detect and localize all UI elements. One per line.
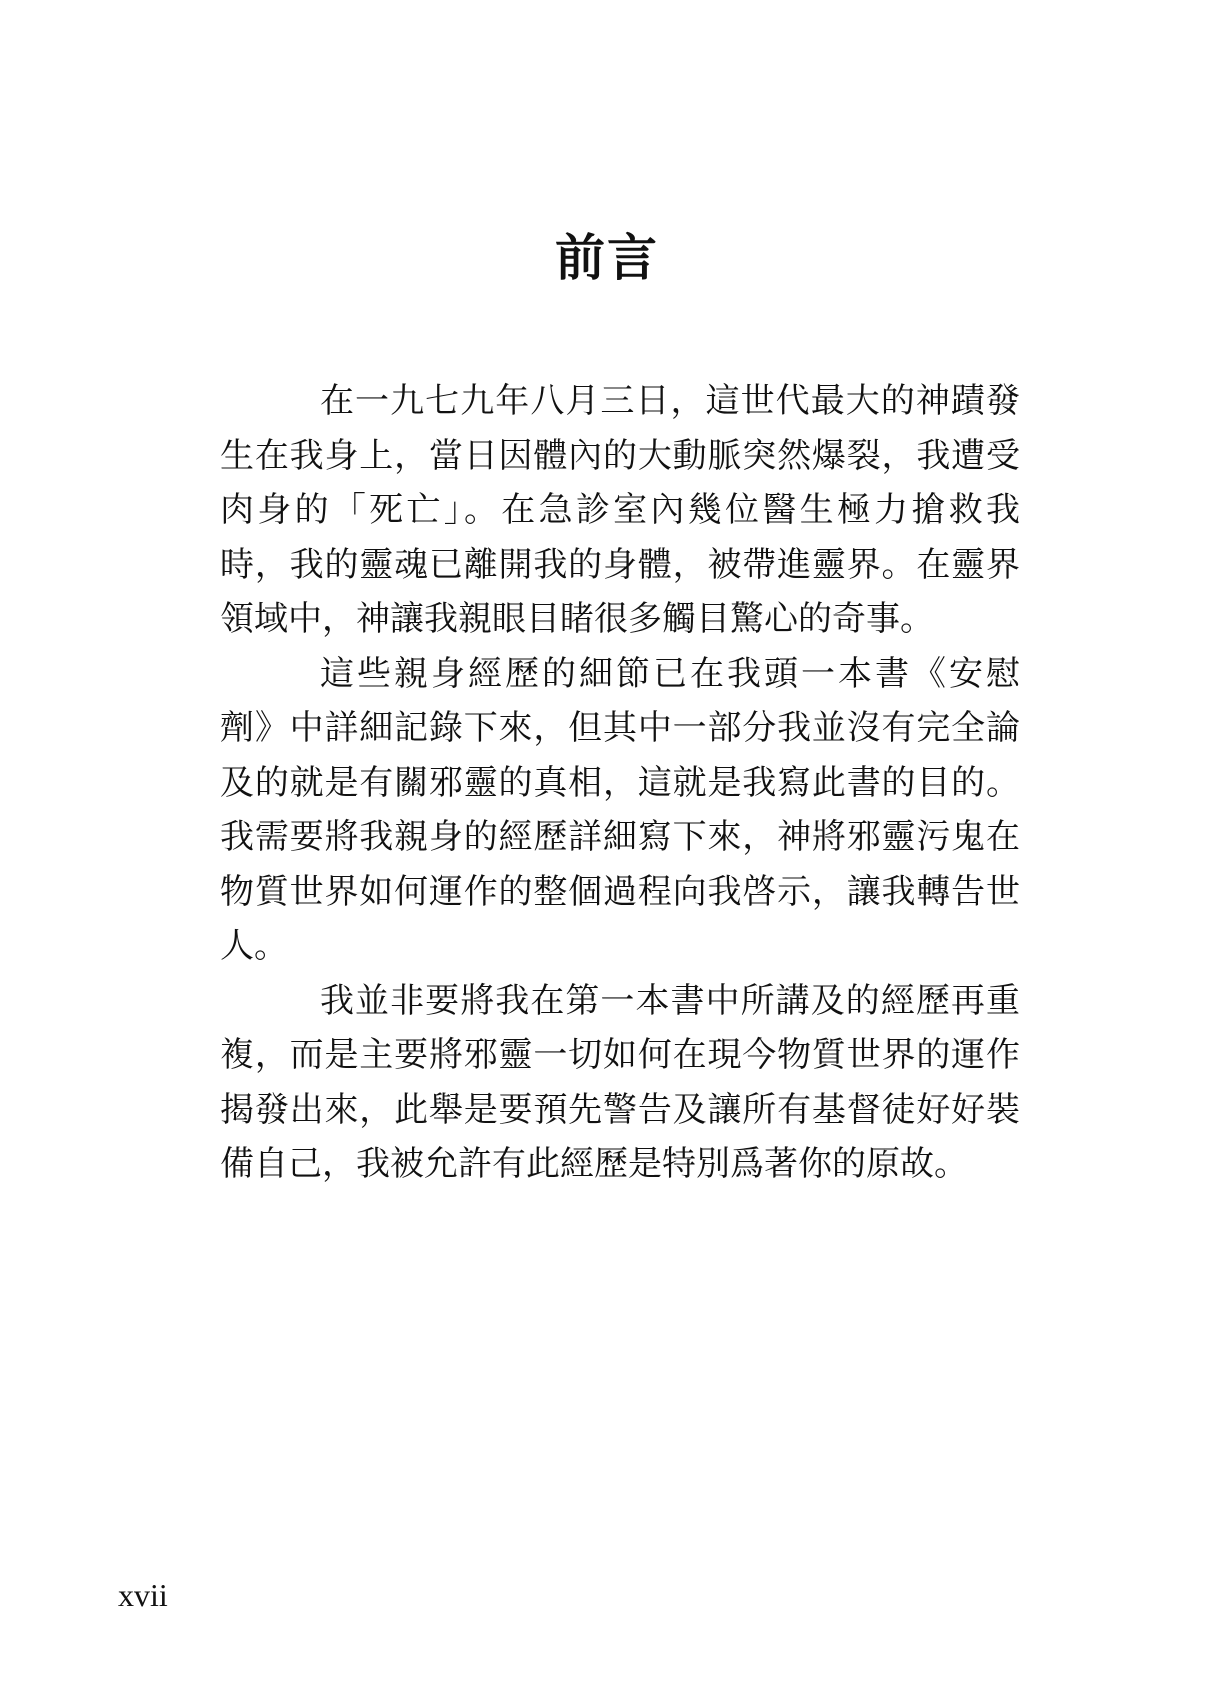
text-line: 及的就是有關邪靈的真相，這就是我寫此書的目的。	[220, 762, 1020, 803]
text-line: 時，我的靈魂已離開我的身體，被帶進靈界。在靈界	[220, 544, 1020, 585]
page-title: 前言	[555, 229, 659, 287]
paragraph-2	[220, 647, 1020, 974]
text-line: 生在我身上，當日因體內的大動脈突然爆裂，我遭受	[220, 435, 1020, 476]
text-line: 揭發出來，此舉是要預先警告及讓所有基督徒好好裝	[220, 1089, 1020, 1130]
text-line: 複，而是主要將邪靈一切如何在現今物質世界的運作	[220, 1035, 1020, 1075]
text-line: 物質世界如何運作的整個過程向我啓示，讓我轉告世	[220, 871, 1020, 912]
text-line: 肉身的「死亡」。在急診室內幾位醫生極力搶救我	[220, 490, 1020, 530]
page-number: xvii	[118, 1577, 168, 1613]
text-line: 我並非要將我在第一本書中所講及的經歷再重	[320, 980, 1020, 1021]
text-line: 領域中，神讓我親眼目睹很多觸目驚心的奇事。	[220, 599, 934, 639]
text-line: 這些親身經歷的細節已在我頭一本書《安慰	[320, 653, 1020, 694]
text-line: 人。	[220, 926, 288, 966]
paragraph-3	[220, 974, 1020, 1192]
text-line: 我需要將我親身的經歷詳細寫下來，神將邪靈污鬼在	[220, 817, 1020, 857]
text-line: 備自己，我被允許有此經歷是特別爲著你的原故。	[220, 1144, 968, 1184]
text-line: 劑》中詳細記錄下來，但其中一部分我並沒有完全論	[220, 708, 1020, 748]
body-text	[220, 374, 1020, 1192]
text-line: 在一九七九年八月三日，這世代最大的神蹟發	[320, 381, 1020, 421]
paragraph-1	[220, 374, 1020, 647]
